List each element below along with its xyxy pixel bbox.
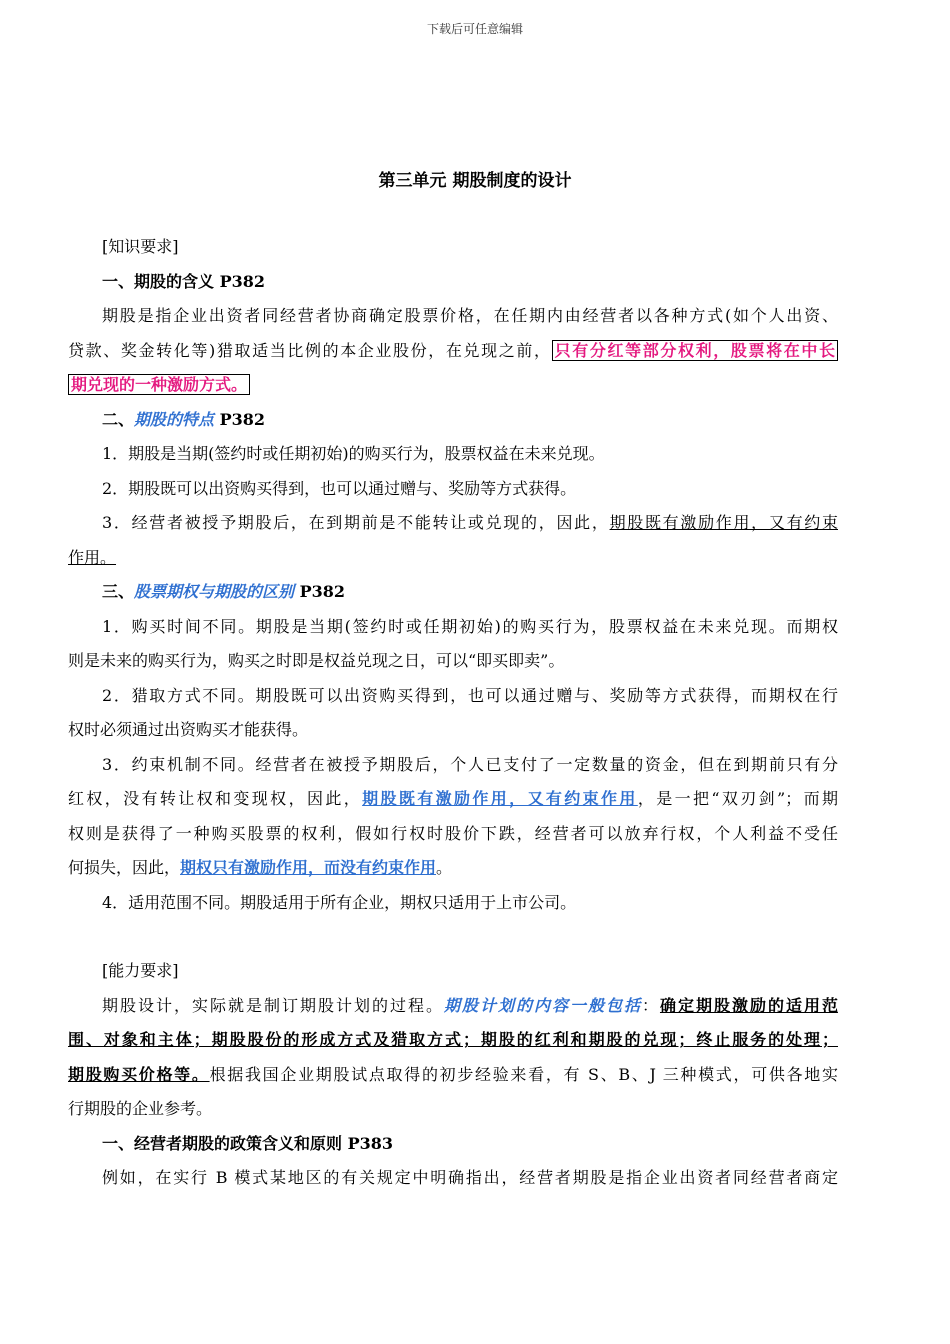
difference-1-line2: 则是未来的购买行为，购买之时即是权益兑现之日，可以“即买即卖”。 (68, 651, 565, 670)
paragraph-design-line1 (68, 989, 838, 1024)
text-plain: 。 (436, 858, 453, 877)
section-tag-ability: [能力要求] (102, 961, 179, 980)
difference-3-line3: 权则是获得了一种购买股票的权利，假如行权时股价下跌，经营者可以放弃行权，个人利益不受任 (68, 823, 838, 843)
feature-item-3-line1 (68, 506, 838, 541)
paragraph-definition-line2 (68, 334, 838, 369)
emphasis-text: 期股计划的内容一般包括 (443, 995, 642, 1015)
heading-number: 三、 (102, 582, 135, 601)
highlight-blue: 期股既有激励作用，又有约束作用 (362, 789, 638, 808)
heading-emphasis: 期股的特点 (134, 409, 215, 429)
heading-page-ref: P382 (214, 409, 266, 429)
paragraph-design-line3 (68, 1058, 838, 1093)
feature-item-3-line2 (68, 541, 838, 576)
heading-differences (68, 575, 838, 610)
text-plain: 红权，没有转让权和变现权，因此， (68, 789, 363, 808)
difference-1-line1: 1．购买时间不同。期股是当期(签约时或任期初始)的购买行为，股票权益在未来兑现。而期权 (102, 616, 838, 636)
heading-definition: 一、期股的含义 P382 (102, 271, 266, 291)
underlined-text: 作用。 (68, 547, 117, 567)
text-plain: 期股设计，实际就是制订期股计划的过程。 (102, 995, 444, 1015)
text-plain: ： (641, 995, 660, 1015)
text-plain: 根据我国企业期股试点取得的初步经验来看，有 S、B、J 三种模式，可供各地实 (209, 1064, 838, 1084)
highlight-definition-a: 只有分红等部分权利，股票将在中长 (552, 340, 838, 361)
feature-item-2: 2．期股既可以出资购买得到，也可以通过赠与、奖励等方式获得。 (102, 478, 577, 498)
paragraph-design-line4: 行期股的企业参考。 (68, 1099, 213, 1118)
highlight-definition-b: 期兑现的一种激励方式。 (68, 374, 250, 395)
bold-underlined-text: 围、对象和主体；期股股份的形成方式及猎取方式；期股的红利和期股的兑现；终止服务的处理； (68, 1030, 838, 1049)
heading-number: 二、 (102, 409, 135, 429)
underlined-text: 期股既有激励作用，又有约束 (609, 513, 838, 532)
paragraph-definition-line1: 期股是指企业出资者同经营者协商确定股票价格，在任期内由经营者以各种方式(如个人出资、 (102, 306, 838, 325)
spacer (68, 920, 838, 954)
paragraph-design-line2 (68, 1023, 838, 1058)
heading-emphasis: 股票期权与期股的区别 (134, 582, 295, 601)
bold-underlined-text: 期股购买价格等。 (68, 1064, 210, 1084)
page-header: 下载后可任意编辑 (426, 22, 523, 36)
highlight-blue: 期权只有激励作用，而没有约束作用 (180, 858, 437, 877)
page-title: 第三单元 期股制度的设计 (378, 171, 572, 191)
text-plain: 何损失，因此， (68, 858, 181, 877)
text-plain: 贷款、奖金转化等)猎取适当比例的本企业股份，在兑现之前， (68, 340, 552, 360)
difference-3-line1: 3．约束机制不同。经营者在被授予期股后，个人已支付了一定数量的资金，但在到期前只有分 (102, 754, 838, 774)
section-tag-knowledge: [知识要求] (102, 237, 179, 256)
paragraph-policy-line1: 例如，在实行 B 模式某地区的有关规定中明确指出，经营者期股是指企业出资者同经营者商定 (102, 1168, 838, 1187)
difference-2-line1: 2．猎取方式不同。期股既可以出资购买得到，也可以通过赠与、奖励等方式获得，而期权在行 (102, 685, 838, 705)
difference-4: 4．适用范围不同。期股适用于所有企业，期权只适用于上市公司。 (102, 892, 577, 912)
difference-3-line4 (68, 851, 838, 886)
difference-3-line2 (68, 782, 838, 817)
difference-2-line2: 权时必须通过出资购买才能获得。 (68, 720, 309, 739)
heading-features (68, 403, 838, 438)
text-plain: 3．经营者被授予期股后，在到期前是不能转让或兑现的，因此， (102, 513, 610, 532)
paragraph-definition-line3 (68, 368, 838, 403)
text-plain: ，是一把“双刃剑”；而期 (637, 789, 838, 808)
feature-item-1: 1．期股是当期(签约时或任期初始)的购买行为，股票权益在未来兑现。 (102, 444, 605, 463)
bold-underlined-text: 确定期股激励的适用范 (659, 995, 838, 1015)
heading-policy: 一、经营者期股的政策含义和原则 P383 (102, 1133, 394, 1153)
heading-page-ref: P382 (294, 582, 346, 601)
document-body (68, 230, 838, 1196)
